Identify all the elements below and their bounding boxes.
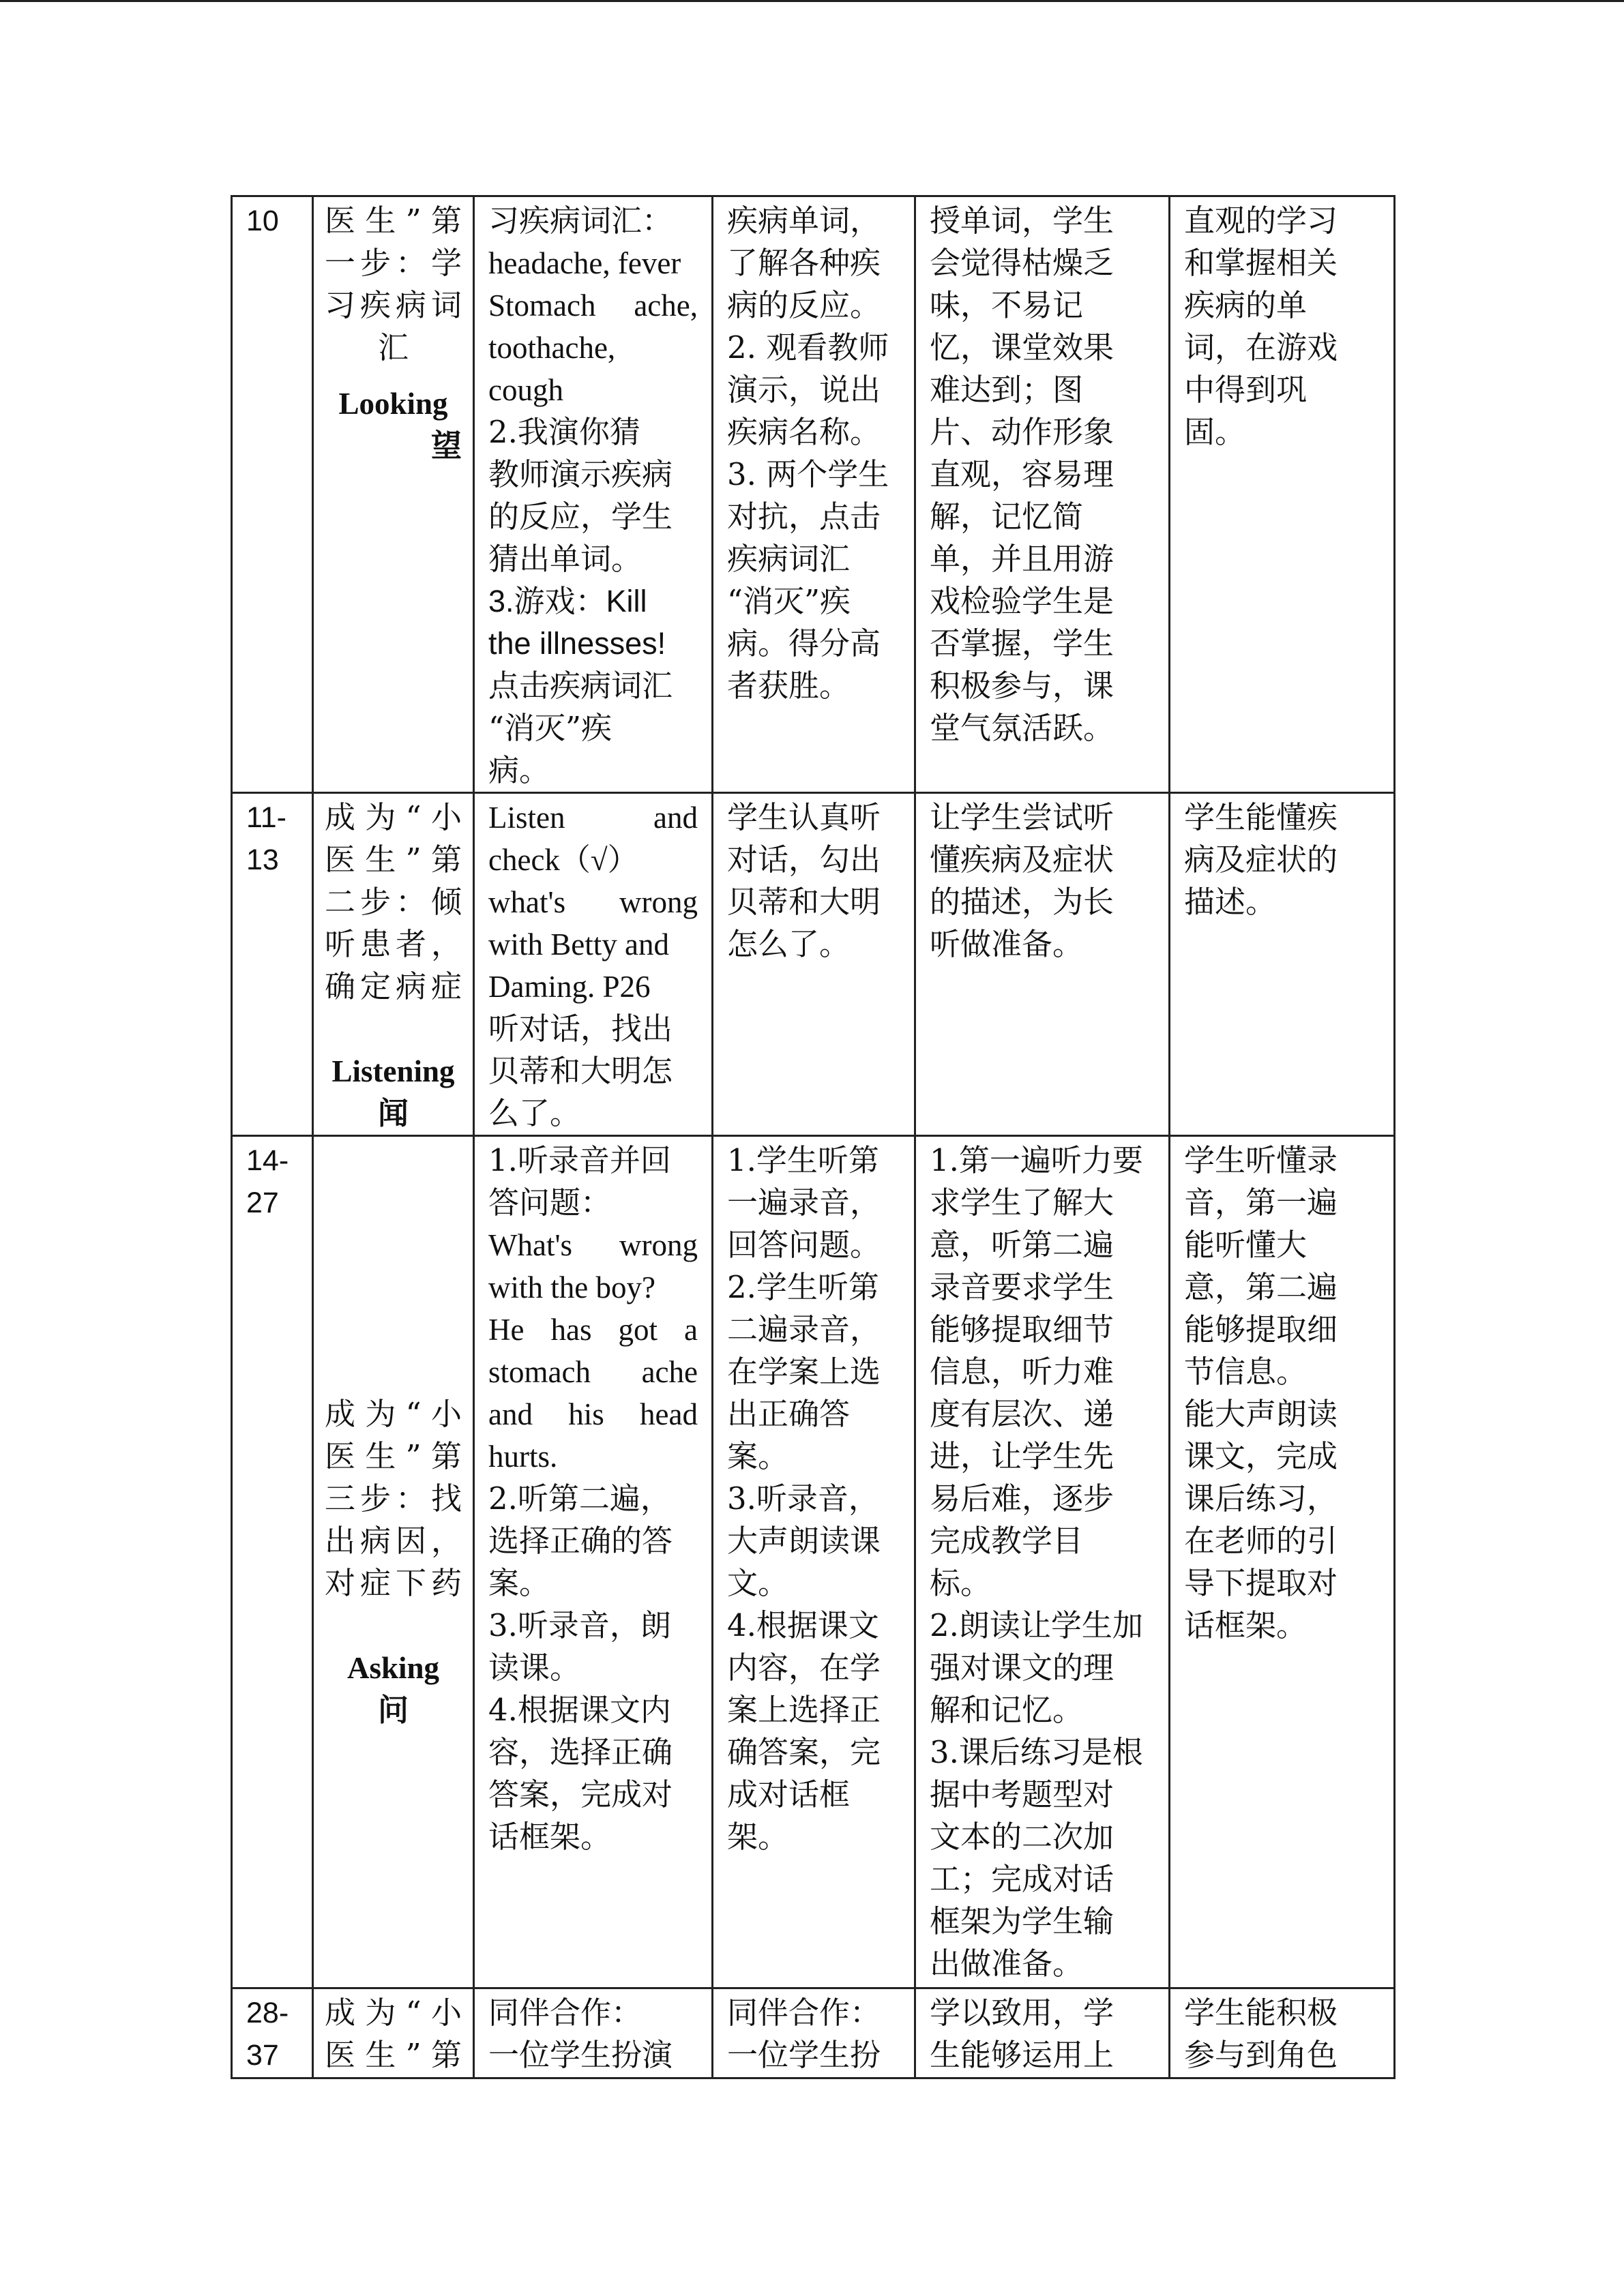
student-activity-cell: 疾病单词， 了解各种疾 病的反应。 2. 观看教师 演示，说出 疾病名称。 3. 两个学生 对抗，点击 疾病词汇 “消灭”疾 病。得分高 者获胜。: [713, 196, 915, 793]
teacher-activity-cell: Listen and check（√） what's wrong with Betty and Daming. P26 听对话，找出 贝蒂和大明怎 么了。: [474, 793, 713, 1136]
stage-label-en: Asking: [346, 1651, 440, 1685]
learning-goal-cell: 直观的学习 和掌握相关 疾病的单 词，在游戏 中得到巩 固。: [1170, 196, 1395, 793]
learning-goal-cell: 学生能积极 参与到角色: [1170, 1988, 1395, 2078]
design-intent-cell: 1.第一遍听力要 求学生了解大 意，听第二遍 录音要求学生 能够提取细节 信息，听力难 度有层次、递 进，让学生先 易后难，逐步 完成教学目 标。 2.朗读让学生加 强对课文的理 解和记忆。 3.课后练习是根 据中考题型对 文本的二次加 工；完成对话 框架为学生输 出做准备。: [915, 1136, 1170, 1988]
design-intent-cell: 授单词，学生 会觉得枯燥乏 味，不易记 忆，课堂效果 难达到；图 片、动作形象 直观，容易理 解，记忆简 单，并且用游 戏检验学生是 否掌握，学生 积极参与，课 堂气氛活跃。: [915, 196, 1170, 793]
table-row: [232, 196, 1395, 793]
table-row: [232, 1136, 1395, 1988]
stage-cell: 成为“小 医生”第 二步：倾 听患者， 确定病症 Listening 闻: [313, 793, 474, 1136]
stage-cell: 医生”第 一步：学 习疾病词 汇 Looking 望: [313, 196, 474, 793]
teacher-activity-cell: 同伴合作： 一位学生扮演: [474, 1988, 713, 2078]
page-top-border: [0, 0, 1624, 2]
student-activity-cell: 学生认真听 对话，勾出 贝蒂和大明 怎么了。: [713, 793, 915, 1136]
stage-cell: 成为“小 医生”第: [313, 1988, 474, 2078]
teacher-activity-cell: 1.听录音并回 答问题： What's wrong with the boy? He has got a stomach ache and his head hurts. 2.听第二遍， 选择正确的答 案。 3.听录音，朗 读课。 4.根据课文内 容，选择正确 答案，完成对 话框架。: [474, 1136, 713, 1988]
student-activity-cell: 同伴合作： 一位学生扮: [713, 1988, 915, 2078]
table-row: [232, 1988, 1395, 2078]
stage-label-zh: 闻: [377, 1095, 409, 1131]
teacher-activity-cell: 习疾病词汇： headache, fever Stomach ache, toothache, cough 2.我演你猜 教师演示疾病 的反应，学生 猜出单词。 3.游戏：Kill the illnesses! 点击疾病词汇 “消灭”疾 病。: [474, 196, 713, 793]
stage-label-en: Listening: [331, 1054, 455, 1088]
time-cell: 28- 37: [232, 1988, 313, 2078]
student-activity-cell: 1.学生听第 一遍录音， 回答问题。 2.学生听第 二遍录音， 在学案上选 出正确答 案。 3.听录音， 大声朗读课 文。 4.根据课文 内容，在学 案上选择正 确答案，完 成对话框 架。: [713, 1136, 915, 1988]
stage-label-en: Looking: [338, 387, 448, 421]
stage-cell: 成为“小 医生”第 三步：找 出病因， 对症下药 Asking 问: [313, 1136, 474, 1988]
time-cell: 10: [232, 196, 313, 793]
design-intent-cell: 学以致用，学 生能够运用上: [915, 1988, 1170, 2078]
learning-goal-cell: 学生听懂录 音，第一遍 能听懂大 意，第二遍 能够提取细 节信息。 能大声朗读 课文，完成 课后练习， 在老师的引 导下提取对 话框架。: [1170, 1136, 1395, 1988]
stage-label-zh: 望: [430, 428, 462, 464]
lesson-plan-table: [231, 195, 1396, 2079]
time-cell: 11- 13: [232, 793, 313, 1136]
time-cell: 14- 27: [232, 1136, 313, 1988]
stage-label-zh: 问: [377, 1692, 409, 1728]
table-row: [232, 793, 1395, 1136]
design-intent-cell: 让学生尝试听 懂疾病及症状 的描述，为长 听做准备。: [915, 793, 1170, 1136]
learning-goal-cell: 学生能懂疾 病及症状的 描述。: [1170, 793, 1395, 1136]
